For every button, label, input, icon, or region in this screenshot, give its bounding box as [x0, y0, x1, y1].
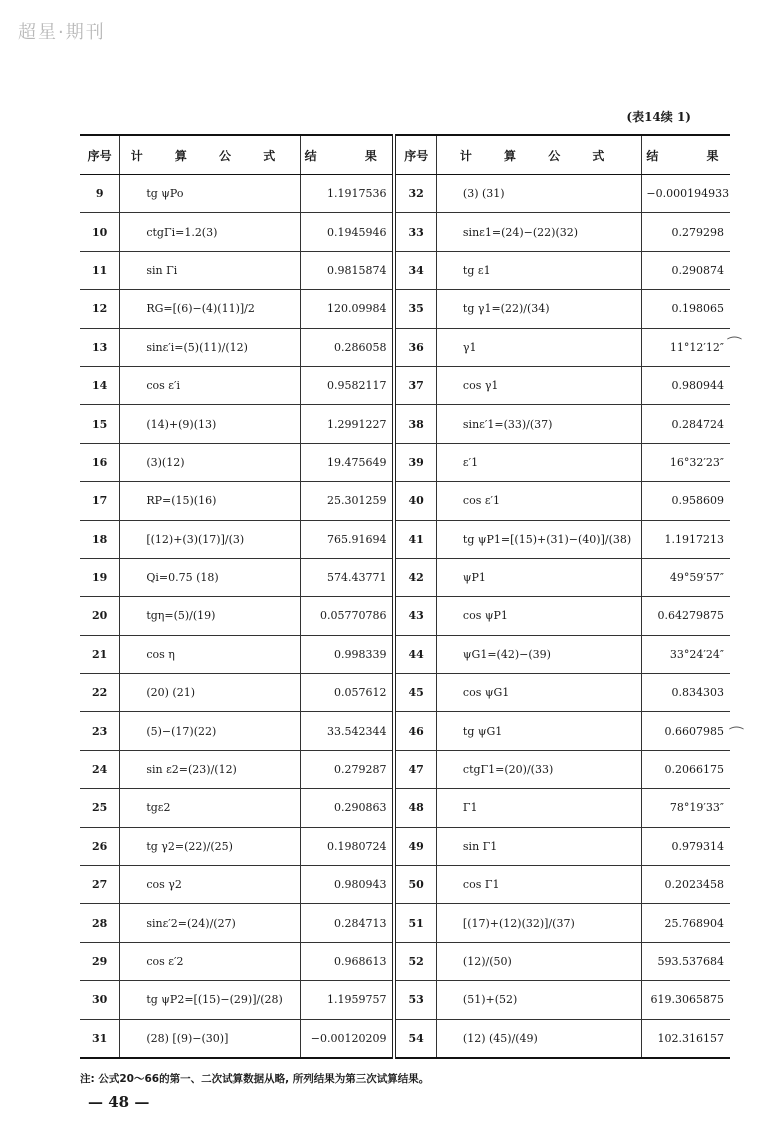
scan-smudge: ⁀ — [728, 336, 741, 355]
table-row — [80, 558, 730, 596]
right-row-formula: (51)+(52) — [436, 981, 641, 1019]
right-row-result: 0.6607985 — [642, 712, 730, 750]
left-row-result: 0.980943 — [300, 866, 394, 904]
calculation-table-wrapper — [80, 134, 741, 1059]
left-row-no: 22 — [80, 674, 120, 712]
right-row-formula: ε′1 — [436, 443, 641, 481]
right-row-formula: ψP1 — [436, 558, 641, 596]
right-row-no: 34 — [394, 251, 436, 289]
left-row-no: 16 — [80, 443, 120, 481]
table-row — [80, 1019, 730, 1058]
left-row-result: 0.9582117 — [300, 366, 394, 404]
right-row-no: 37 — [394, 366, 436, 404]
table-row — [80, 366, 730, 404]
table-footnote: 注: 公式20～66的第一、二次试算数据从略, 所列结果为第三次试算结果。 — [80, 1073, 430, 1085]
right-row-no: 50 — [394, 866, 436, 904]
right-row-formula: cos ψP1 — [436, 597, 641, 635]
right-row-formula: Γ1 — [436, 789, 641, 827]
left-row-formula: Qi=0.75 (18) — [120, 558, 300, 596]
right-row-result: 0.290874 — [642, 251, 730, 289]
left-row-result: 33.542344 — [300, 712, 394, 750]
left-row-formula: sinε′i=(5)(11)/(12) — [120, 328, 300, 366]
right-row-formula: cos γ1 — [436, 366, 641, 404]
right-row-no: 54 — [394, 1019, 436, 1058]
left-row-no: 30 — [80, 981, 120, 1019]
left-row-formula: RG=[(6)−(4)(11)]/2 — [120, 290, 300, 328]
left-row-result: 0.057612 — [300, 674, 394, 712]
right-row-no: 42 — [394, 558, 436, 596]
right-row-no: 41 — [394, 520, 436, 558]
right-row-result: 593.537684 — [642, 942, 730, 980]
left-row-formula: (5)−(17)(22) — [120, 712, 300, 750]
right-row-result: 0.2066175 — [642, 750, 730, 788]
right-row-result: 11°12′12″ — [642, 328, 730, 366]
right-row-no: 52 — [394, 942, 436, 980]
right-row-result: 78°19′33″ — [642, 789, 730, 827]
table-header-row — [80, 135, 730, 175]
left-row-no: 24 — [80, 750, 120, 788]
left-row-no: 17 — [80, 482, 120, 520]
left-row-formula: RP=(15)(16) — [120, 482, 300, 520]
left-row-result: 120.09984 — [300, 290, 394, 328]
left-row-no: 11 — [80, 251, 120, 289]
left-row-result: 0.1945946 — [300, 213, 394, 251]
table-row — [80, 635, 730, 673]
right-row-formula: tg γ1=(22)/(34) — [436, 290, 641, 328]
left-row-formula: tg γ2=(22)/(25) — [120, 827, 300, 865]
right-row-no: 49 — [394, 827, 436, 865]
left-row-no: 27 — [80, 866, 120, 904]
left-row-formula: (3)(12) — [120, 443, 300, 481]
left-row-result: 0.290863 — [300, 789, 394, 827]
left-row-result: −0.00120209 — [300, 1019, 394, 1058]
right-row-result: 0.834303 — [642, 674, 730, 712]
right-row-result: 0.279298 — [642, 213, 730, 251]
left-row-no: 28 — [80, 904, 120, 942]
left-row-no: 19 — [80, 558, 120, 596]
right-row-result: 102.316157 — [642, 1019, 730, 1058]
left-row-no: 26 — [80, 827, 120, 865]
table-row — [80, 827, 730, 865]
right-row-formula: [(17)+(12)(32)]/(37) — [436, 904, 641, 942]
header-no-right: 序号 — [394, 135, 436, 175]
left-row-result: 0.968613 — [300, 942, 394, 980]
left-row-result: 765.91694 — [300, 520, 394, 558]
table-row — [80, 405, 730, 443]
left-row-formula: [(12)+(3)(17)]/(3) — [120, 520, 300, 558]
left-row-formula: ctgΓi=1.2(3) — [120, 213, 300, 251]
left-row-no: 12 — [80, 290, 120, 328]
right-row-formula: sinε1=(24)−(22)(32) — [436, 213, 641, 251]
right-row-formula: tg ψP1=[(15)+(31)−(40)]/(38) — [436, 520, 641, 558]
table-row — [80, 443, 730, 481]
left-row-result: 574.43771 — [300, 558, 394, 596]
table-row — [80, 290, 730, 328]
right-row-result: 0.2023458 — [642, 866, 730, 904]
left-row-no: 23 — [80, 712, 120, 750]
header-no-left: 序号 — [80, 135, 120, 175]
left-row-result: 0.05770786 — [300, 597, 394, 635]
right-row-no: 44 — [394, 635, 436, 673]
table-row — [80, 750, 730, 788]
right-row-formula: sin Γ1 — [436, 827, 641, 865]
left-row-no: 14 — [80, 366, 120, 404]
left-row-result: 1.1959757 — [300, 981, 394, 1019]
left-row-formula: sin Γi — [120, 251, 300, 289]
right-row-formula: γ1 — [436, 328, 641, 366]
left-row-result: 0.998339 — [300, 635, 394, 673]
left-row-formula: cos ε′i — [120, 366, 300, 404]
right-row-formula: cos ε′1 — [436, 482, 641, 520]
left-row-no: 15 — [80, 405, 120, 443]
right-row-result: −0.000194933 — [642, 175, 730, 213]
table-row — [80, 712, 730, 750]
left-row-no: 10 — [80, 213, 120, 251]
right-row-no: 32 — [394, 175, 436, 213]
right-row-formula: tg ψG1 — [436, 712, 641, 750]
right-row-result: 0.958609 — [642, 482, 730, 520]
header-result-left: 结 果 — [300, 135, 394, 175]
right-row-no: 40 — [394, 482, 436, 520]
calculation-table — [80, 134, 741, 1059]
table-continued-label: (表14续 1) — [626, 110, 691, 124]
table-row — [80, 251, 730, 289]
right-row-formula: cos ψG1 — [436, 674, 641, 712]
left-row-formula: (20) (21) — [120, 674, 300, 712]
right-row-formula: cos Γ1 — [436, 866, 641, 904]
left-row-no: 18 — [80, 520, 120, 558]
left-row-result: 0.1980724 — [300, 827, 394, 865]
table-row — [80, 981, 730, 1019]
left-row-no: 31 — [80, 1019, 120, 1058]
left-row-no: 29 — [80, 942, 120, 980]
left-row-result: 0.279287 — [300, 750, 394, 788]
right-row-result: 25.768904 — [642, 904, 730, 942]
table-row — [80, 328, 730, 366]
page-number: — 48 — — [88, 1093, 150, 1111]
right-row-no: 33 — [394, 213, 436, 251]
left-row-formula: (14)+(9)(13) — [120, 405, 300, 443]
table-row — [80, 942, 730, 980]
right-row-result: 0.980944 — [642, 366, 730, 404]
right-row-result: 1.1917213 — [642, 520, 730, 558]
left-row-result: 0.9815874 — [300, 251, 394, 289]
left-row-no: 20 — [80, 597, 120, 635]
table-row — [80, 213, 730, 251]
right-row-result: 0.979314 — [642, 827, 730, 865]
left-row-formula: cos γ2 — [120, 866, 300, 904]
right-row-no: 43 — [394, 597, 436, 635]
right-row-result: 33°24′24″ — [642, 635, 730, 673]
right-row-result: 16°32′23″ — [642, 443, 730, 481]
left-row-formula: (28) [(9)−(30)] — [120, 1019, 300, 1058]
table-row — [80, 520, 730, 558]
watermark: 超星·期刊 — [18, 22, 106, 43]
right-row-result: 0.198065 — [642, 290, 730, 328]
table-row — [80, 482, 730, 520]
right-row-no: 45 — [394, 674, 436, 712]
right-row-formula: ψG1=(42)−(39) — [436, 635, 641, 673]
right-row-result: 0.64279875 — [642, 597, 730, 635]
right-row-formula: (12)/(50) — [436, 942, 641, 980]
left-row-result: 25.301259 — [300, 482, 394, 520]
right-row-no: 46 — [394, 712, 436, 750]
left-row-no: 25 — [80, 789, 120, 827]
table-row — [80, 904, 730, 942]
left-row-formula: tgη=(5)/(19) — [120, 597, 300, 635]
right-row-no: 47 — [394, 750, 436, 788]
table-row — [80, 789, 730, 827]
left-row-formula: cos η — [120, 635, 300, 673]
left-row-formula: tg ψP2=[(15)−(29)]/(28) — [120, 981, 300, 1019]
left-row-formula: tg ψPo — [120, 175, 300, 213]
left-row-result: 1.1917536 — [300, 175, 394, 213]
table-row — [80, 597, 730, 635]
right-row-no: 53 — [394, 981, 436, 1019]
right-row-no: 36 — [394, 328, 436, 366]
right-row-no: 35 — [394, 290, 436, 328]
right-row-no: 51 — [394, 904, 436, 942]
left-row-no: 13 — [80, 328, 120, 366]
right-row-formula: sinε′1=(33)/(37) — [436, 405, 641, 443]
left-row-formula: tgε2 — [120, 789, 300, 827]
right-row-formula: ctgΓ1=(20)/(33) — [436, 750, 641, 788]
right-row-result: 0.284724 — [642, 405, 730, 443]
left-row-result: 0.284713 — [300, 904, 394, 942]
left-row-result: 0.286058 — [300, 328, 394, 366]
left-row-formula: sinε′2=(24)/(27) — [120, 904, 300, 942]
left-row-formula: cos ε′2 — [120, 942, 300, 980]
scan-smudge: ⁀ — [730, 726, 743, 745]
left-row-result: 19.475649 — [300, 443, 394, 481]
table-row — [80, 674, 730, 712]
table-body — [80, 175, 730, 1058]
left-row-no: 21 — [80, 635, 120, 673]
right-row-no: 48 — [394, 789, 436, 827]
right-row-formula: (3) (31) — [436, 175, 641, 213]
right-row-formula: (12) (45)/(49) — [436, 1019, 641, 1058]
table-row — [80, 866, 730, 904]
right-row-result: 619.3065875 — [642, 981, 730, 1019]
right-row-no: 38 — [394, 405, 436, 443]
header-result-right: 结 果 — [642, 135, 730, 175]
left-row-result: 1.2991227 — [300, 405, 394, 443]
table-row — [80, 175, 730, 213]
right-row-formula: tg ε1 — [436, 251, 641, 289]
header-formula-left: 计 算 公 式 — [120, 135, 300, 175]
header-formula-right: 计 算 公 式 — [436, 135, 641, 175]
left-row-no: 9 — [80, 175, 120, 213]
right-row-no: 39 — [394, 443, 436, 481]
left-row-formula: sin ε2=(23)/(12) — [120, 750, 300, 788]
right-row-result: 49°59′57″ — [642, 558, 730, 596]
